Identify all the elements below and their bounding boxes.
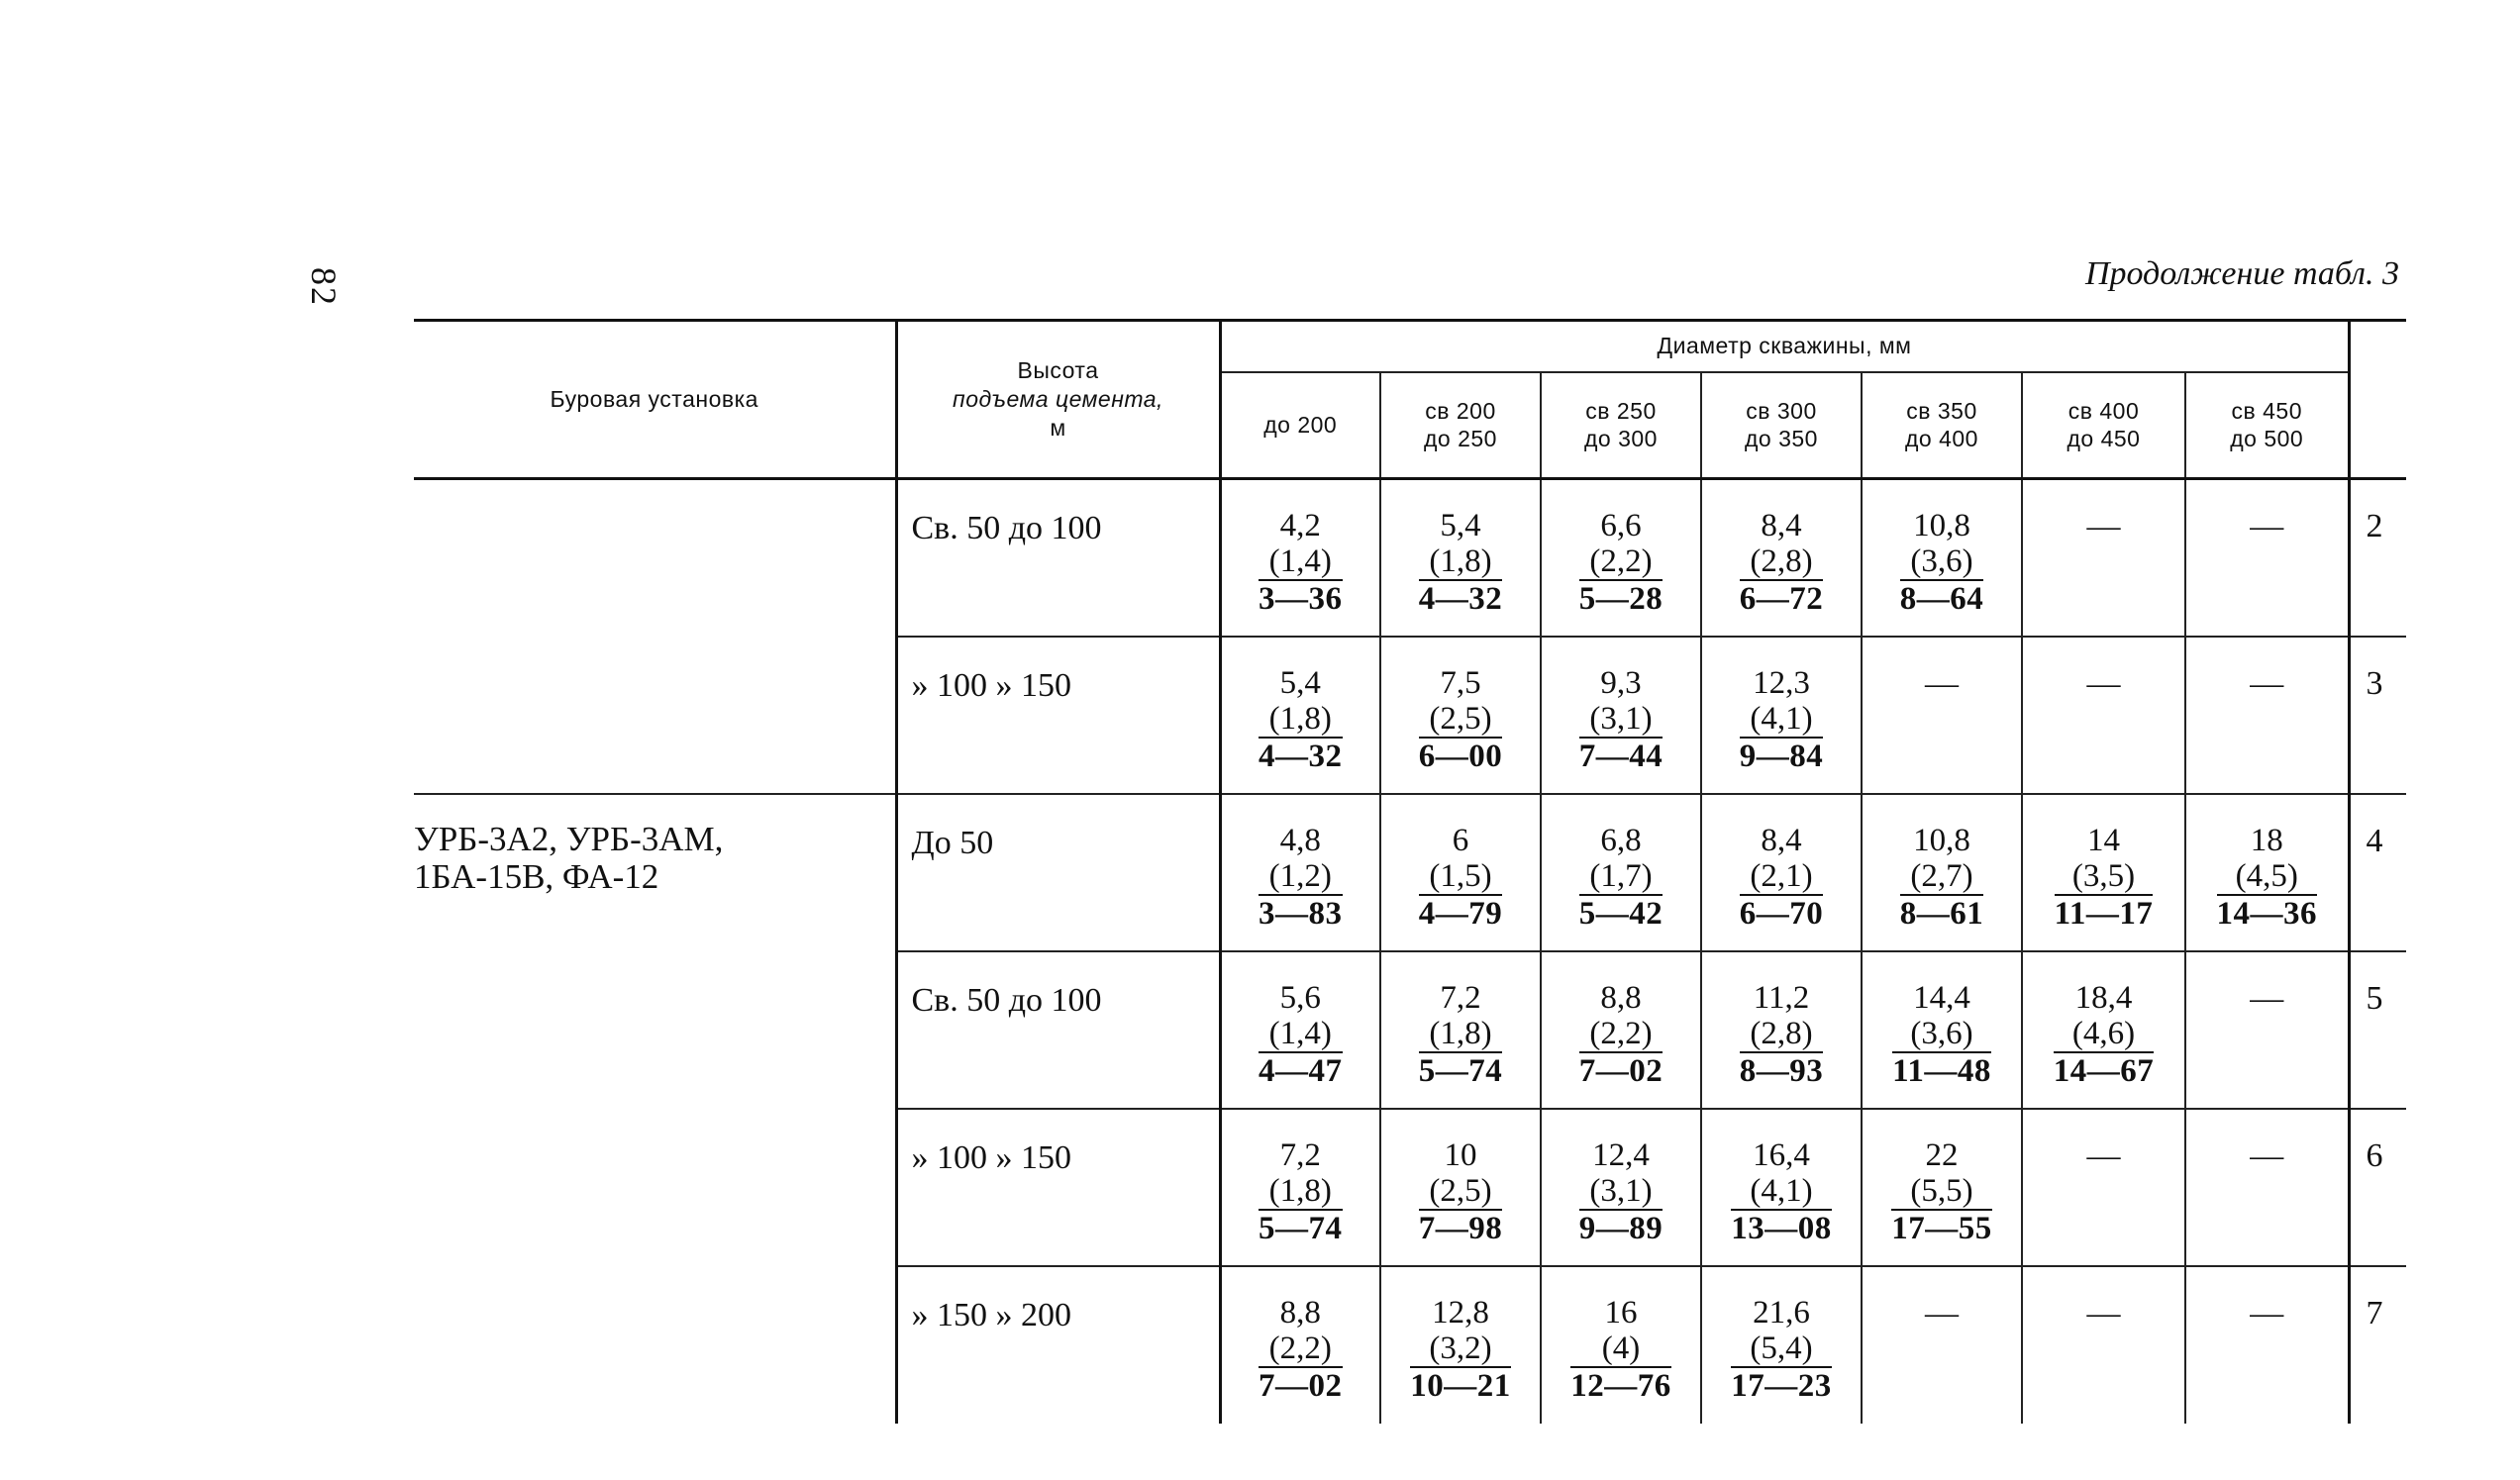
installation-cell — [414, 794, 896, 1424]
header-diameter-group — [1220, 321, 2349, 372]
value-bottom: 4—79 — [1418, 895, 1503, 932]
value-cell — [2022, 794, 2185, 951]
value-cell — [1701, 1266, 1862, 1424]
cement-table — [414, 319, 2406, 1424]
row-number-cell: 3 — [2349, 637, 2406, 794]
header-diameter-6 — [2185, 372, 2349, 479]
value-top: 8,4 — [1761, 822, 1802, 858]
value-cell — [1380, 637, 1541, 794]
header-diameter-line1: св 400 — [2067, 397, 2140, 424]
row-number-cell: 7 — [2349, 1266, 2406, 1424]
value-top: 9,3 — [1600, 664, 1642, 701]
value-top: 10 — [1444, 1136, 1477, 1173]
value-cell — [1220, 951, 1380, 1109]
value-top: 8,4 — [1761, 508, 1802, 543]
value-bottom: 3—83 — [1259, 895, 1343, 932]
value-cell — [2185, 637, 2349, 794]
value-cell — [2185, 951, 2349, 1109]
header-row-number — [2349, 321, 2406, 479]
dash-mark: — — [2250, 664, 2284, 702]
value-cell — [1380, 1109, 1541, 1266]
height-cell: Св. 50 до 100 — [896, 951, 1220, 1109]
value-cell — [1541, 794, 1701, 951]
value-mid: (2,2) — [1579, 1016, 1663, 1053]
value-top: 5,4 — [1440, 508, 1481, 543]
height-cell: » 150 » 200 — [896, 1266, 1220, 1424]
value-top: 14,4 — [1913, 979, 1970, 1016]
value-cell — [1380, 794, 1541, 951]
value-top: 6,8 — [1600, 822, 1642, 858]
value-cell — [2022, 479, 2185, 637]
height-cell: Св. 50 до 100 — [896, 479, 1220, 637]
value-top: 7,2 — [1279, 1136, 1321, 1173]
value-top: 16 — [1604, 1294, 1638, 1331]
value-bottom: 7—44 — [1578, 738, 1663, 774]
value-mid: (1,8) — [1419, 1016, 1503, 1053]
value-cell — [2022, 637, 2185, 794]
value-fraction — [1570, 1295, 1671, 1404]
value-mid: (1,4) — [1259, 543, 1343, 581]
value-bottom: 9—84 — [1739, 738, 1824, 774]
value-cell — [1701, 479, 1862, 637]
value-bottom: 11—17 — [2054, 895, 2154, 932]
value-fraction — [1740, 823, 1824, 932]
installation-cell — [414, 479, 896, 794]
dash-mark: — — [1925, 1294, 1959, 1332]
height-cell: До 50 — [896, 794, 1220, 951]
value-mid: (4,5) — [2217, 858, 2318, 896]
value-fraction — [1891, 1137, 1992, 1246]
value-bottom: 12—76 — [1570, 1367, 1671, 1404]
value-mid: (2,7) — [1900, 858, 1984, 896]
value-mid: (1,4) — [1259, 1016, 1343, 1053]
value-fraction — [1579, 665, 1663, 774]
dash-mark: — — [2086, 1136, 2121, 1174]
table-caption: Продолжение табл. 3 — [2084, 255, 2399, 292]
value-bottom: 6—00 — [1418, 738, 1503, 774]
value-fraction — [1731, 1137, 1832, 1246]
value-bottom: 4—32 — [1259, 738, 1343, 774]
header-height-line1: Высота — [1017, 357, 1099, 384]
value-bottom: 14—67 — [2053, 1052, 2155, 1089]
value-bottom: 14—36 — [2216, 895, 2317, 932]
value-fraction — [2055, 823, 2154, 932]
value-top: 8,8 — [1600, 979, 1642, 1016]
value-top: 12,3 — [1753, 664, 1810, 701]
header-diameter-line1: св 300 — [1746, 397, 1817, 424]
header-diameter-0 — [1220, 372, 1380, 479]
value-mid: (2,5) — [1419, 1173, 1503, 1211]
value-bottom: 4—47 — [1259, 1052, 1343, 1089]
value-cell — [1862, 794, 2022, 951]
value-fraction — [1259, 823, 1343, 932]
value-bottom: 5—28 — [1578, 581, 1663, 617]
value-mid: (2,8) — [1740, 1016, 1824, 1053]
value-top: 11,2 — [1753, 979, 1810, 1016]
header-diameter-2 — [1541, 372, 1701, 479]
value-mid: (4,1) — [1740, 701, 1824, 739]
value-cell — [1541, 637, 1701, 794]
value-mid: (2,1) — [1740, 858, 1824, 896]
value-mid: (1,8) — [1259, 701, 1343, 739]
value-top: 22 — [1925, 1136, 1959, 1173]
value-fraction — [1892, 980, 1991, 1089]
value-mid: (2,5) — [1419, 701, 1503, 739]
value-mid: (2,8) — [1740, 543, 1824, 581]
header-diameter-group-text: Диаметр скважины, мм — [1657, 333, 1912, 359]
table-row — [414, 479, 2406, 637]
value-top: 16,4 — [1753, 1136, 1810, 1173]
installation-line2: 1БА-15В, ФА-12 — [414, 857, 659, 896]
height-cell: » 100 » 150 — [896, 1109, 1220, 1266]
page-number: 82 — [304, 267, 344, 307]
value-cell — [1541, 1266, 1701, 1424]
value-bottom: 17—23 — [1731, 1367, 1832, 1404]
value-fraction — [1740, 665, 1824, 774]
value-mid: (1,2) — [1259, 858, 1343, 896]
value-cell — [1220, 1266, 1380, 1424]
value-top: 7,2 — [1440, 979, 1481, 1016]
value-cell — [1541, 1109, 1701, 1266]
value-cell — [1380, 479, 1541, 637]
header-diameter-3 — [1701, 372, 1862, 479]
value-cell — [1701, 794, 1862, 951]
value-fraction — [1410, 1295, 1511, 1404]
value-bottom: 7—02 — [1578, 1052, 1663, 1089]
value-fraction — [1259, 1295, 1343, 1404]
value-bottom: 8—64 — [1899, 581, 1984, 617]
value-mid: (4,6) — [2054, 1016, 2155, 1053]
value-bottom: 6—70 — [1739, 895, 1824, 932]
value-mid: (1,5) — [1419, 858, 1503, 896]
value-cell — [1862, 1266, 2022, 1424]
value-top: 14 — [2087, 822, 2120, 858]
value-fraction — [1419, 823, 1503, 932]
value-cell — [1220, 1109, 1380, 1266]
value-cell — [1380, 951, 1541, 1109]
header-diameter-line2: до 400 — [1905, 426, 1978, 452]
header-diameter-line2: до 450 — [2066, 426, 2141, 452]
value-top: 5,6 — [1279, 979, 1321, 1016]
header-diameter-line1: св 200 — [1425, 397, 1496, 424]
header-diameter-line2: до 500 — [2230, 426, 2304, 452]
value-top: 7,5 — [1440, 664, 1481, 701]
value-mid: (3,2) — [1410, 1331, 1511, 1368]
value-fraction — [1740, 508, 1824, 617]
value-mid: (4,1) — [1731, 1173, 1832, 1211]
dash-mark: — — [2250, 1294, 2284, 1332]
value-top: 8,8 — [1279, 1294, 1321, 1331]
value-mid: (1,8) — [1419, 543, 1503, 581]
value-cell — [1220, 637, 1380, 794]
value-top: 21,6 — [1753, 1294, 1810, 1331]
header-diameter-line1: св 250 — [1585, 397, 1657, 424]
value-mid: (1,7) — [1579, 858, 1663, 896]
header-diameter-4 — [1862, 372, 2022, 479]
value-bottom: 7—98 — [1418, 1210, 1503, 1246]
value-cell — [1220, 794, 1380, 951]
installation-line1: УРБ-3А2, УРБ-3АМ, — [414, 819, 724, 858]
value-cell — [1862, 1109, 2022, 1266]
value-bottom: 8—93 — [1739, 1052, 1824, 1089]
value-cell — [1701, 1109, 1862, 1266]
header-height-line2: подъема цемента, — [953, 386, 1163, 413]
value-top: 4,2 — [1279, 508, 1321, 543]
value-cell — [2185, 479, 2349, 637]
value-fraction — [1579, 980, 1663, 1089]
header-diameter-1 — [1380, 372, 1541, 479]
value-fraction — [1579, 508, 1663, 617]
header-diameter-line1: св 450 — [2231, 397, 2302, 424]
value-top: 18 — [2250, 822, 2283, 858]
value-cell — [1380, 1266, 1541, 1424]
value-fraction — [1419, 508, 1503, 617]
value-cell — [1862, 479, 2022, 637]
value-mid: (2,2) — [1259, 1331, 1343, 1368]
value-bottom: 7—02 — [1259, 1367, 1343, 1404]
value-mid: (3,6) — [1892, 1016, 1991, 1053]
header-diameter-line2: до 350 — [1745, 426, 1818, 452]
value-cell — [2022, 1109, 2185, 1266]
row-number-cell: 4 — [2349, 794, 2406, 951]
value-bottom: 9—89 — [1578, 1210, 1663, 1246]
value-top: 10,8 — [1913, 508, 1970, 543]
value-mid: (4) — [1570, 1331, 1671, 1368]
value-bottom: 8—61 — [1899, 895, 1984, 932]
value-fraction — [1259, 508, 1343, 617]
header-height-line3: м — [1050, 414, 1066, 441]
row-number-cell: 2 — [2349, 479, 2406, 637]
value-bottom: 13—08 — [1731, 1210, 1832, 1246]
row-number-cell: 5 — [2349, 951, 2406, 1109]
header-diameter-line2: до 300 — [1584, 426, 1658, 452]
value-cell — [2185, 1109, 2349, 1266]
value-fraction — [1419, 980, 1503, 1089]
value-fraction — [1259, 1137, 1343, 1246]
value-bottom: 11—48 — [1892, 1052, 1991, 1089]
value-fraction — [1900, 508, 1984, 617]
value-fraction — [2217, 823, 2318, 932]
value-cell — [1701, 951, 1862, 1109]
value-cell — [1862, 951, 2022, 1109]
header-height — [896, 321, 1220, 479]
header-diameter-5 — [2022, 372, 2185, 479]
value-fraction — [1579, 1137, 1663, 1246]
header-diameter-line1: св 350 — [1906, 397, 1977, 424]
value-top: 18,4 — [2074, 979, 2133, 1016]
value-cell — [1220, 479, 1380, 637]
row-number-cell: 6 — [2349, 1109, 2406, 1266]
value-cell — [2185, 794, 2349, 951]
value-fraction — [1259, 665, 1343, 774]
header-diameter-line2: до 250 — [1424, 426, 1497, 452]
value-top: 6 — [1452, 822, 1469, 858]
value-mid: (5,4) — [1731, 1331, 1832, 1368]
value-bottom: 4—32 — [1418, 581, 1503, 617]
value-cell — [2022, 951, 2185, 1109]
dash-mark: — — [2086, 1294, 2121, 1332]
value-mid: (5,5) — [1891, 1173, 1992, 1211]
dash-mark: — — [2086, 664, 2121, 702]
value-fraction — [2054, 980, 2155, 1089]
value-cell — [1701, 637, 1862, 794]
value-bottom: 6—72 — [1739, 581, 1824, 617]
value-bottom: 5—42 — [1578, 895, 1663, 932]
dash-mark: — — [2250, 979, 2284, 1017]
value-mid: (3,5) — [2055, 858, 2154, 896]
value-fraction — [1419, 1137, 1503, 1246]
dash-mark: — — [2250, 508, 2284, 544]
value-mid: (3,1) — [1579, 1173, 1663, 1211]
height-cell: » 100 » 150 — [896, 637, 1220, 794]
value-mid: (2,2) — [1579, 543, 1663, 581]
value-fraction — [1740, 980, 1824, 1089]
value-bottom: 5—74 — [1418, 1052, 1503, 1089]
value-mid: (3,1) — [1579, 701, 1663, 739]
value-cell — [1541, 479, 1701, 637]
header-diameter-line1: до 200 — [1263, 411, 1338, 438]
value-top: 10,8 — [1913, 822, 1970, 858]
header-installation-text: Буровая установка — [550, 386, 758, 413]
value-bottom: 17—55 — [1891, 1210, 1992, 1246]
value-top: 6,6 — [1600, 508, 1642, 543]
dash-mark: — — [2086, 508, 2121, 544]
value-top: 12,4 — [1592, 1136, 1650, 1173]
value-fraction — [1259, 980, 1343, 1089]
value-fraction — [1419, 665, 1503, 774]
dash-mark: — — [2250, 1136, 2284, 1174]
dash-mark: — — [1925, 664, 1959, 702]
header-installation — [414, 321, 896, 479]
value-cell — [1541, 951, 1701, 1109]
value-mid: (3,6) — [1900, 543, 1984, 581]
value-fraction — [1900, 823, 1984, 932]
value-cell — [2185, 1266, 2349, 1424]
value-top: 12,8 — [1432, 1294, 1489, 1331]
value-fraction — [1731, 1295, 1832, 1404]
value-top: 4,8 — [1279, 822, 1321, 858]
value-mid: (1,8) — [1259, 1173, 1343, 1211]
value-fraction — [1579, 823, 1663, 932]
value-bottom: 3—36 — [1259, 581, 1343, 617]
value-top: 5,4 — [1279, 664, 1321, 701]
table-row — [414, 794, 2406, 951]
value-cell — [2022, 1266, 2185, 1424]
value-cell — [1862, 637, 2022, 794]
value-bottom: 5—74 — [1259, 1210, 1343, 1246]
value-bottom: 10—21 — [1410, 1367, 1511, 1404]
